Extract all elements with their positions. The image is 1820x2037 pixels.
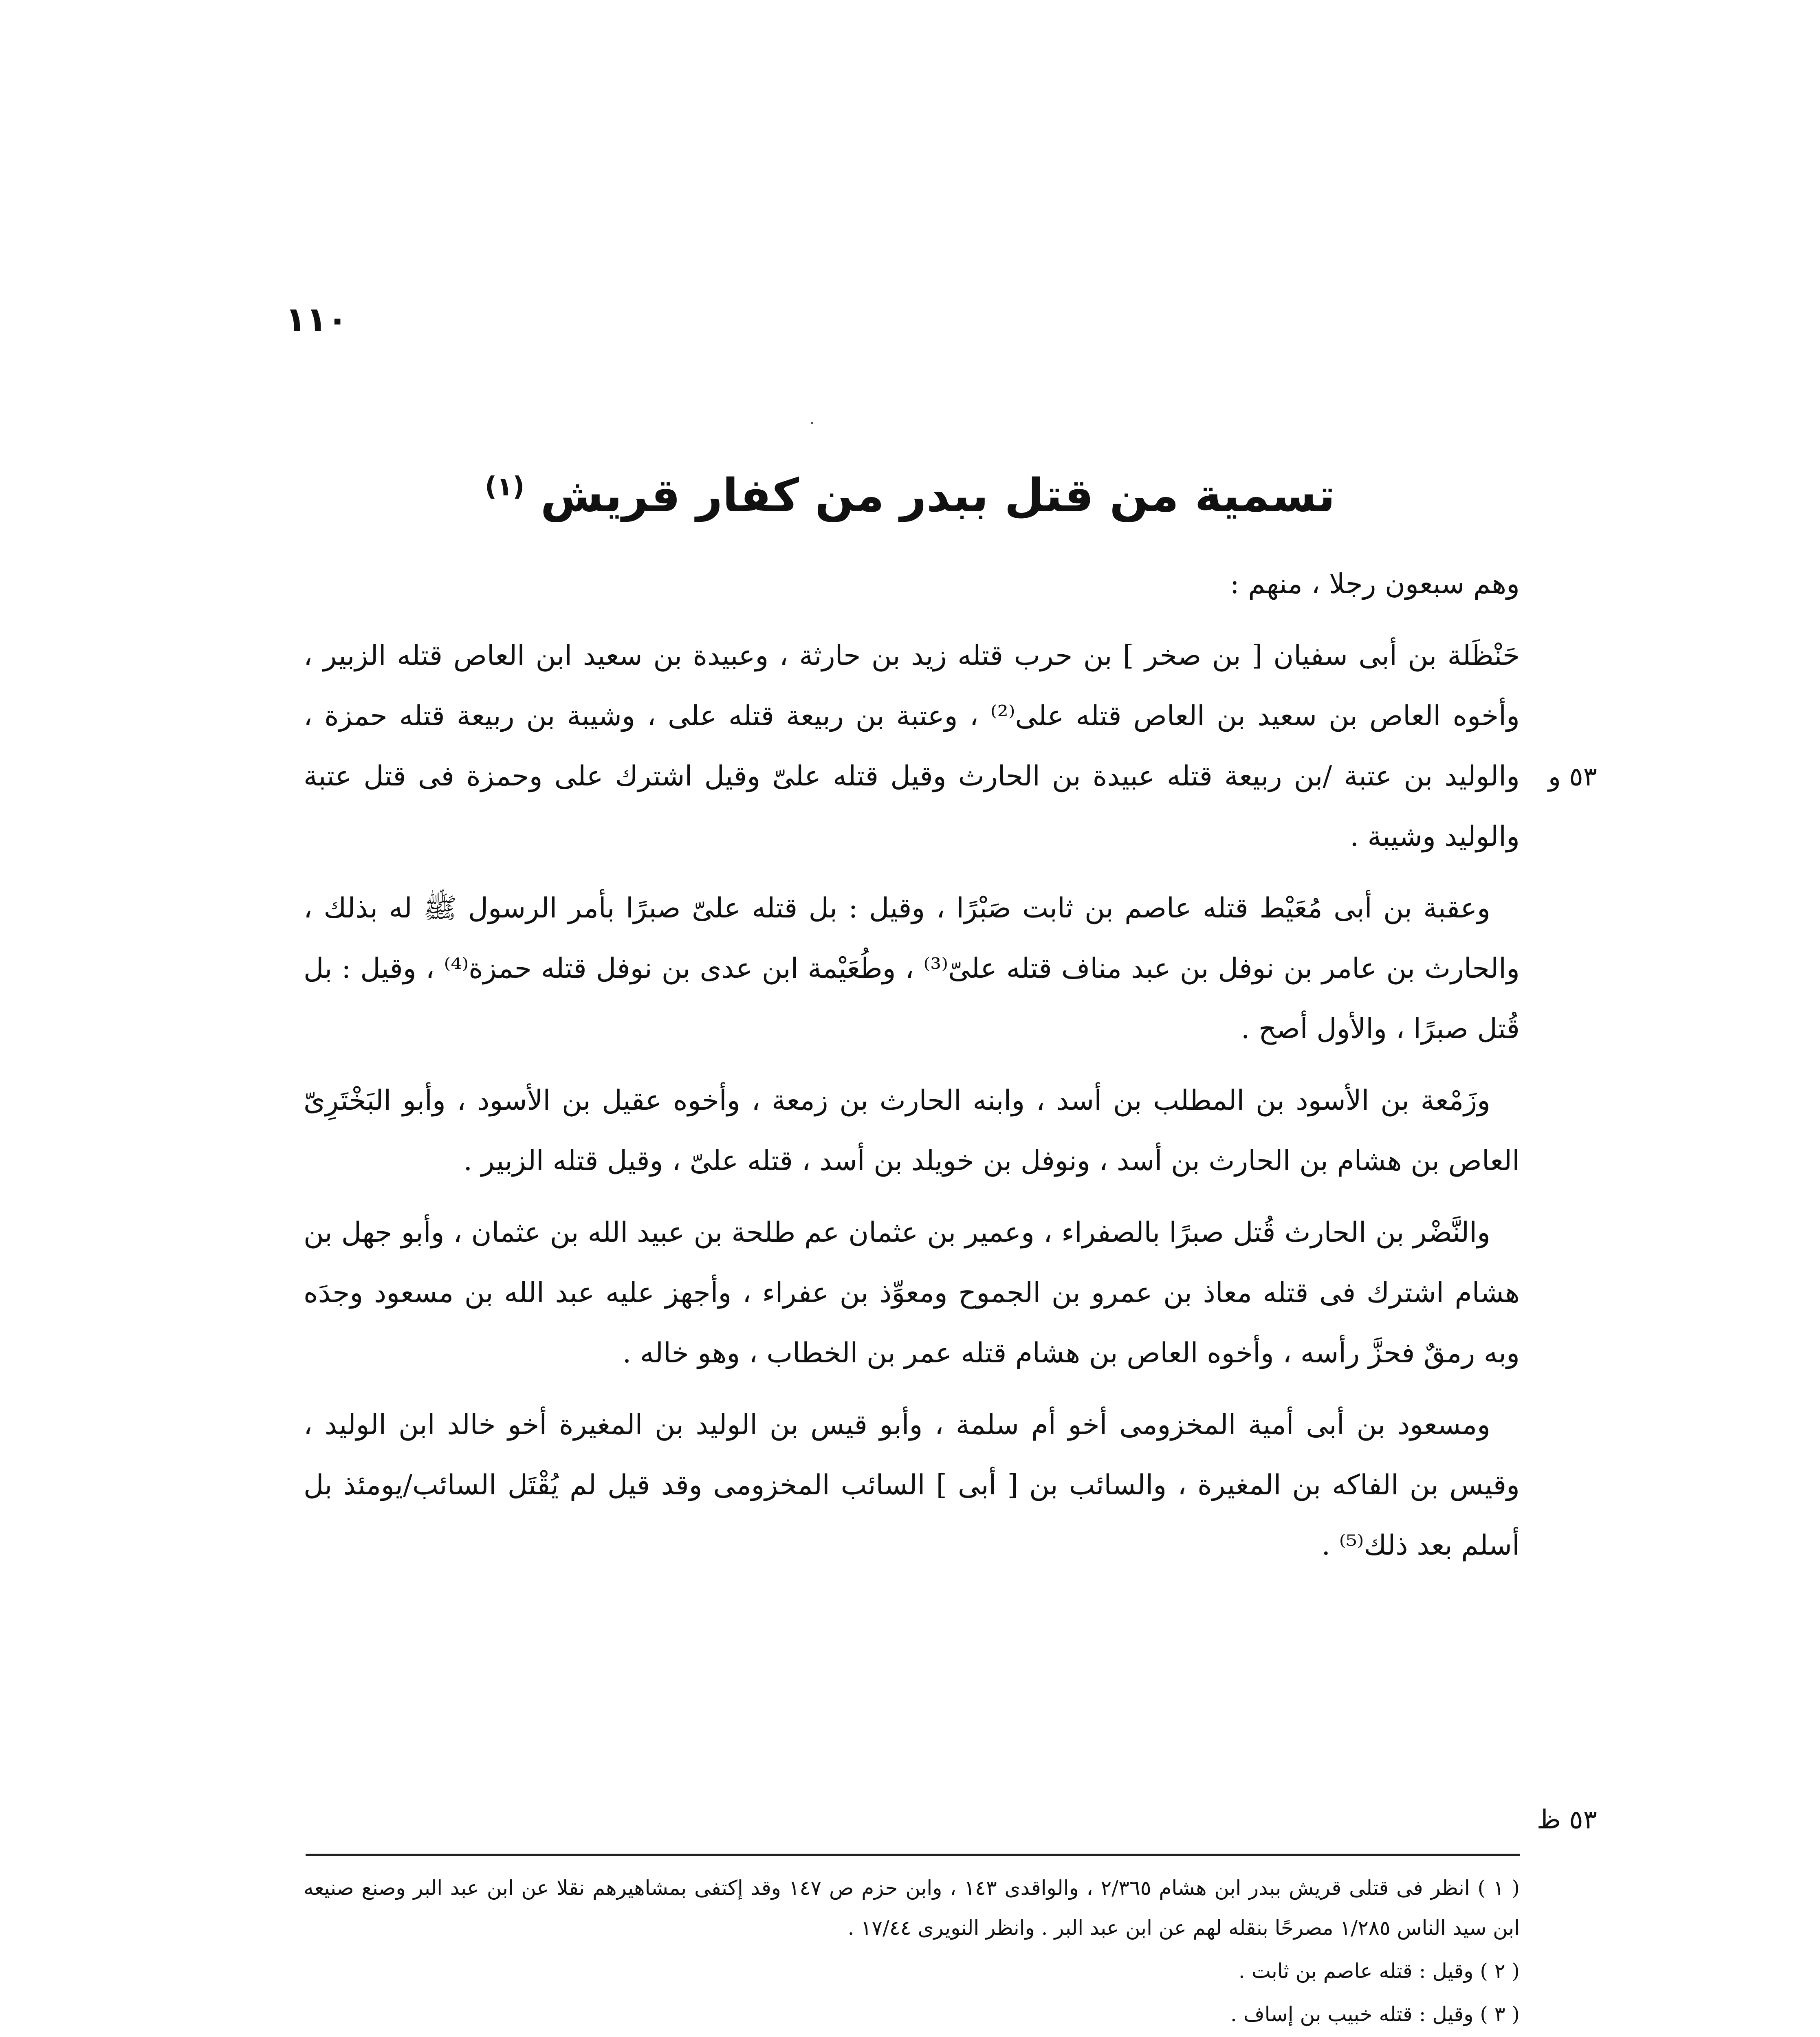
paragraph: وزَمْعة بن الأسود بن المطلب بن أسد ، وابنه الحارث بن زمعة ، وأخوه عقيل بن الأسود ، وأبو البَخْتَرِىّ العاص بن هشام بن الحارث بن أسد ، ونوفل بن خويلد بن أسد ، قتله علىّ ، وقيل قتله الزبير .: [304, 1084, 1520, 1177]
page-title: [407, 448, 1413, 526]
paragraph: وهم سبعون رجلا ، منهم :: [1230, 568, 1520, 600]
marginal-note: ٥٣ ظ: [1536, 1805, 1597, 1835]
marginal-note: ٥٣ و: [1548, 762, 1597, 792]
paragraph: وعقبة بن أبى مُعَيْط قتله عاصم بن ثابت صَبْرًا ، وقيل : بل قتله علىّ صبرًا بأمر الرسول ﷺ له بذلك ، والحارث بن عامر بن نوفل بن عبد مناف قتله علىّ⁽³⁾ ، وطُعَيْمة ابن عدى بن نوفل قتله حمزة⁽⁴⁾ ، وقيل : بل قُتل صبرًا ، والأول أصح .: [304, 892, 1520, 1045]
print-speck: [811, 422, 813, 424]
footnote: ( ١ ) انظر فى قتلى قريش ببدر ابن هشام ٢/٣٦٥ ، والواقدى ١٤٣ ، وابن حزم ص ١٤٧ وقد إكتفى بمشاهيرهم نقلا عن ابن عبد البر وصنع صنيعه ابن سيد الناس ١/٢٨٥ مصرحًا بنقله لهم عن ابن عبد البر . وانظر النويرى ١٧/٤٤ .: [304, 1876, 1520, 1940]
title-footnote-ref: (١): [484, 472, 525, 502]
paragraph: والنَّضْر بن الحارث قُتل صبرًا بالصفراء ، وعمير بن عثمان عم طلحة بن عبيد الله بن عثمان ، وأبو جهل بن هشام اشترك فى قتله معاذ بن عمرو بن الجموح ومعوِّذ بن عفراء ، وأجهز عليه عبد الله بن مسعود وجدَه وبه رمقٌ فحزَّ رأسه ، وأخوه العاص بن هشام قتله عمر بن الخطاب ، وهو خاله .: [304, 1216, 1520, 1369]
title-text: تسمية من قتل ببدر من كفار قريش: [540, 469, 1336, 522]
footnote: ( ٢ ) وقيل : قتله عاصم بن ثابت .: [1239, 1959, 1520, 1983]
paragraph: حَنْظَلة بن أبى سفيان [ بن صخر ] بن حرب قتله زيد بن حارثة ، وعبيدة بن سعيد ابن العاص قتله الزبير ، وأخوه العاص بن سعيد بن العاص قتله على⁽²⁾ ، وعتبة بن ربيعة قتله على ، وشيبة بن ربيعة قتله حمزة ، والوليد بن عتبة /بن ربيعة قتله عبيدة بن الحارث وقيل قتله علىّ وقيل اشترك على وحمزة فى قتل عتبة والوليد وشيبة .: [304, 640, 1520, 853]
page-number: ١١٠: [285, 299, 348, 339]
main-text: [304, 554, 1520, 1587]
footnote-divider: [306, 1854, 1520, 1856]
footnotes: [304, 1868, 1520, 2037]
footnote: ( ٣ ) وقيل : قتله خبيب بن إساف .: [1230, 2002, 1520, 2026]
paragraph: ومسعود بن أبى أمية المخزومى أخو أم سلمة ، وأبو قيس بن الوليد بن المغيرة أخو خالد ابن الوليد ، وقيس بن الفاكه بن المغيرة ، والسائب بن [ أبى ] السائب المخزومى وقد قيل لم يُقْتَل السائب/يومئذ بل أسلم بعد ذلك⁽⁵⁾ .: [304, 1409, 1520, 1562]
